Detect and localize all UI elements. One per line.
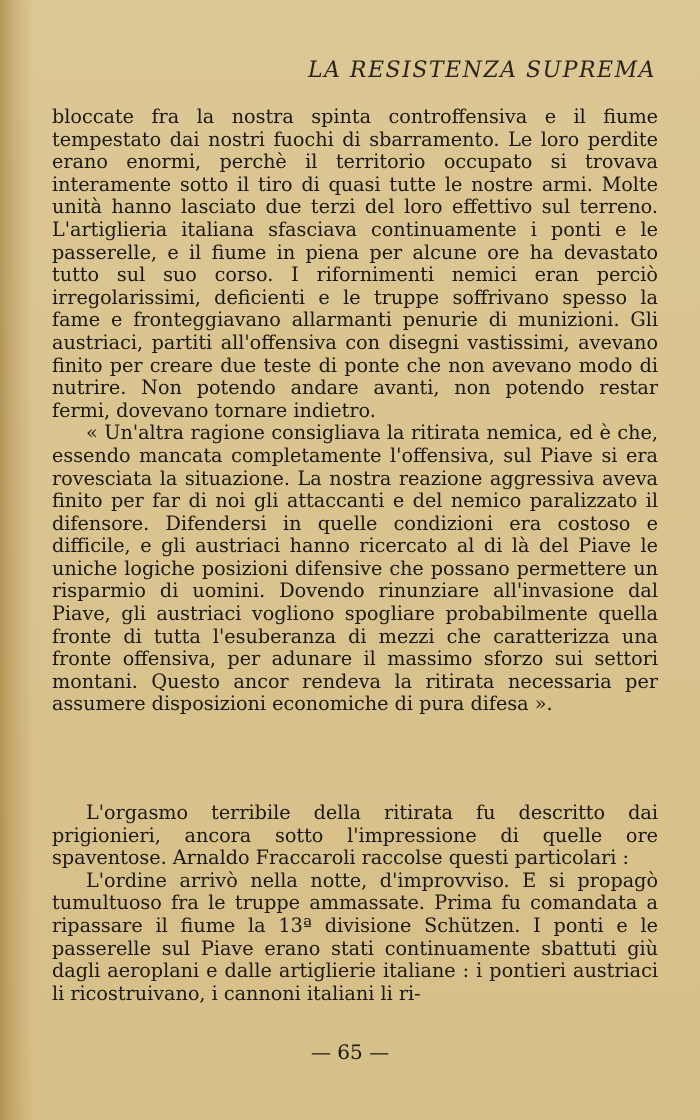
paragraph: L'orgasmo terribile della ritirata fu descritto dai prigionieri, ancora sotto l'impressione di quelle ore spaventose. Arnaldo Fraccaroli raccolse questi particolari : bbox=[52, 801, 658, 870]
paragraph: L'ordine arrivò nella notte, d'improvviso. E si propagò tumultuoso fra le truppe ammassate. Prima fu comandata a ripassare il fiume la 13ª divisione Schützen. I ponti e le passerelle sul Piave erano stati continuamente sbattuti giù dagli aeroplani e dalle artiglierie italiane : i pontieri austriaci li ricostruivano, i cannoni italiani li ri- bbox=[52, 868, 658, 1005]
text-block-lower bbox=[52, 802, 658, 1005]
text-block-upper bbox=[52, 106, 658, 716]
page-number: — 65 — bbox=[310, 1040, 390, 1064]
paragraph: bloccate fra la nostra spinta controffensiva e il fiume tempestato dai nostri fuochi di sbarramento. Le loro perdite erano enormi, perchè il territorio occupato si trovava interamente sotto il tiro di quasi tutte le nostre armi. Molte unità hanno lasciato due terzi del loro effettivo sul terreno. L'artiglieria italiana sfasciava continuamente i ponti e le passerelle, e il fiume in piena per alcune ore ha devastato tutto sul suo corso. I rifornimenti nemici eran perciò irregolarissimi, deficienti e le truppe soffrivano spesso la fame e fronteggiavano allarmanti penurie di munizioni. Gli austriaci, partiti all'offensiva con disegni vastissimi, avevano finito per creare due teste di ponte che non avevano modo di nutrire. Non potendo andare avanti, non potendo restar fermi, dovevano tornare indietro. bbox=[52, 105, 658, 422]
running-header: LA RESISTENZA SUPREMA bbox=[307, 58, 656, 83]
paragraph: « Un'altra ragione consigliava la ritirata nemica, ed è che, essendo mancata completamente l'offensiva, sul Piave si era rovesciata la situazione. La nostra reazione aggressiva aveva finito per far di noi gli attaccanti e del nemico paralizzato il difensore. Difendersi in quelle condizioni era costoso e difficile, e gli austriaci hanno ricercato al di là del Piave le uniche logiche posizioni difensive che possano permettere un risparmio di uomini. Dovendo rinunziare all'invasione dal Piave, gli austriaci vogliono spogliare probabilmente quella fronte di tutta l'esuberanza di mezzi che caratterizza una fronte offensiva, per adunare il massimo sforzo sui settori montani. Questo ancor rendeva la ritirata necessaria per assumere disposizioni economiche di pura difesa ». bbox=[52, 421, 658, 716]
